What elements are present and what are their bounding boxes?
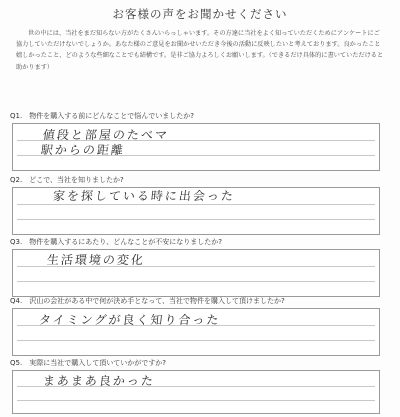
answer-box-3[interactable] bbox=[12, 249, 380, 297]
intro-text: 世の中には、当社をまだ知らない方がたくさんいらっしゃいます。その方達に当社をよく知っていただくためにアンケートにご協力していただけないでしょうか。あなた様のご意見をお聞かせいただき今後の活動に反映したいと考えております。良かったこと嬉しかったこと、どのような些細なことでも結構です。是非ご協力よろしくお願いします。（できるだけ具体的に書いていただけると助かります） bbox=[16, 30, 384, 71]
answer-box-4[interactable] bbox=[12, 308, 380, 356]
handwritten-answer-5-line-1: まあまあ良かった bbox=[42, 374, 156, 388]
question-5-label: Q5. 実際に当社で購入して頂いていかがですか? bbox=[10, 359, 166, 367]
question-3-label: Q3. 物件を購入するにあたり、どんなことが不安になりましたか? bbox=[10, 238, 222, 246]
answer-line bbox=[17, 204, 375, 205]
answer-line bbox=[17, 340, 375, 341]
answer-line bbox=[17, 281, 375, 282]
question-4-label: Q4. 沢山の会社がある中で何が決め手となって、当社で物件を購入して頂けましたか? bbox=[10, 297, 285, 305]
answer-box-5[interactable] bbox=[12, 370, 380, 414]
question-1-label: Q1. 物件を購入する前にどんなことで悩んでいましたか? bbox=[10, 112, 194, 120]
handwritten-answer-3-line-1: 生活環境の変化 bbox=[46, 253, 146, 267]
answer-box-2[interactable] bbox=[12, 187, 380, 235]
answer-line bbox=[17, 400, 375, 401]
handwritten-answer-2-line-1: 家を探している時に出会った bbox=[52, 189, 236, 203]
answer-line bbox=[17, 219, 375, 220]
page-title: お客様の声をお聞かせください bbox=[112, 7, 288, 21]
answer-box-1[interactable] bbox=[12, 123, 380, 171]
handwritten-answer-4-line-1: タイミングが良く知り合った bbox=[38, 313, 222, 327]
question-2-label: Q2. どこで、当社を知りましたか? bbox=[10, 176, 124, 184]
handwritten-answer-1-line-1: 値段と部屋のたべマ bbox=[42, 128, 170, 142]
handwritten-answer-1-line-2: 駅からの距離 bbox=[40, 143, 126, 157]
